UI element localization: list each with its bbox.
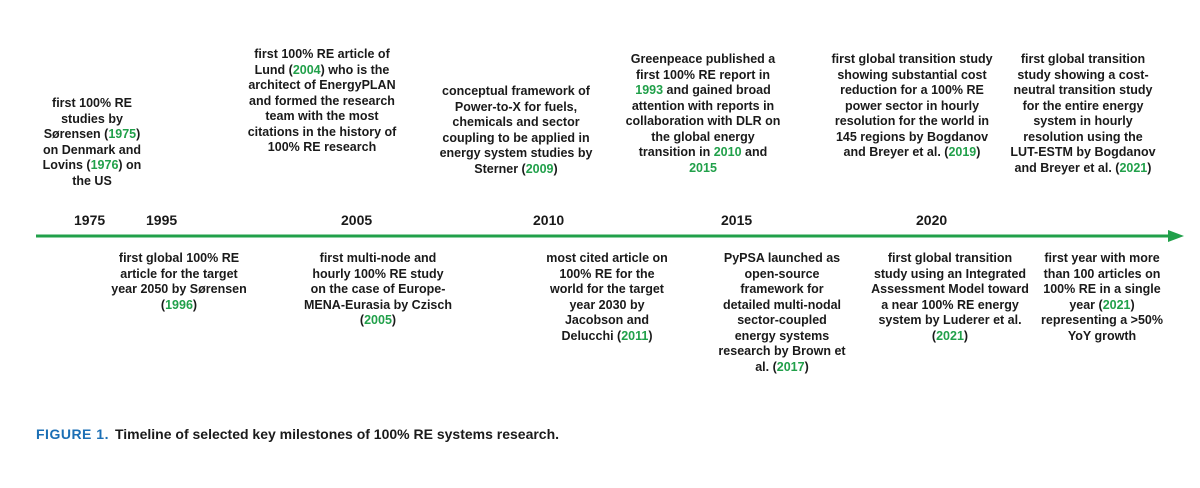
milestone-year-highlight: 1975 bbox=[108, 127, 137, 141]
milestone-top-bogdanov-2021 bbox=[1008, 52, 1158, 176]
milestone-text: ) who is the architect of EnergyPLAN and formed the research team with the most citations in the history of 100% RE research bbox=[247, 62, 397, 154]
milestone-text: PyPSA launched as open-source framework for detailed multi-nodal sector-coupled energy systems research by Brown et al. ( bbox=[718, 251, 846, 374]
figure-caption-label: FIGURE 1. bbox=[36, 426, 109, 442]
milestone-text: ) on the US bbox=[72, 158, 142, 188]
milestone-text: first 100% RE article of Lund ( bbox=[254, 47, 390, 77]
milestone-year-highlight: 1996 bbox=[165, 297, 193, 312]
milestone-year-highlight: 2011 bbox=[621, 328, 649, 343]
milestone-bottom-czisch-2005 bbox=[303, 251, 453, 329]
figure-caption-text: Timeline of selected key milestones of 100% RE systems research. bbox=[114, 426, 560, 442]
milestone-text: ) bbox=[1147, 160, 1152, 175]
milestone-bottom-jacobson-2011 bbox=[544, 251, 670, 344]
milestone-text: ) bbox=[192, 297, 198, 312]
milestone-year-highlight: 2004 bbox=[292, 62, 321, 77]
milestone-year-highlight: 2009 bbox=[525, 161, 554, 176]
milestone-text: ) bbox=[648, 328, 653, 343]
milestone-year-highlight: 2021 bbox=[1102, 297, 1131, 312]
milestone-year-highlight: 1993 bbox=[635, 83, 664, 97]
year-label-1995: 1995 bbox=[146, 212, 178, 228]
year-label-2020: 2020 bbox=[916, 212, 948, 228]
year-label-1975: 1975 bbox=[74, 212, 106, 228]
milestone-text: first year with more than 100 articles on 100% RE in a single year ( bbox=[1043, 251, 1161, 312]
year-label-2010: 2010 bbox=[533, 212, 565, 228]
milestone-bottom-luderer-2021 bbox=[870, 251, 1030, 344]
milestone-text: first global transition study showing substantial cost reduction for a 100% RE power sector in hourly resolution for the world in 145 regions by Bogdanov and Breyer et al. ( bbox=[831, 52, 993, 159]
milestone-text: conceptual framework of Power-to-X for fuels, chemicals and sector coupling to be applied in energy system studies by Sterner ( bbox=[439, 84, 593, 176]
figure-caption bbox=[36, 426, 559, 442]
timeline-arrowhead bbox=[1168, 230, 1184, 242]
milestone-year-highlight: 2021 bbox=[936, 328, 964, 343]
milestone-year-highlight: 2017 bbox=[776, 359, 805, 374]
milestone-year-highlight: 2019 bbox=[948, 145, 977, 159]
milestone-text: and gained broad attention with reports in collaboration with DLR on the global energy transition in bbox=[625, 83, 781, 159]
milestone-top-1975 bbox=[36, 96, 148, 189]
milestone-text: first 100% RE studies by Sørensen ( bbox=[43, 96, 132, 141]
milestone-year-highlight: 2010 bbox=[713, 145, 742, 159]
milestone-top-power-to-x bbox=[436, 84, 596, 177]
milestone-text: ) bbox=[963, 328, 969, 343]
year-label-2015: 2015 bbox=[721, 212, 753, 228]
milestone-text: first global transition study showing a cost-neutral transition study for the entire energy system in hourly resolution using the LUT-ESTM by Bogdanov and Breyer et al. ( bbox=[1010, 52, 1156, 175]
milestone-text: ) representing a >50% YoY growth bbox=[1041, 297, 1163, 343]
milestone-text: first multi-node and hourly 100% RE study on the case of Europe-MENA-Eurasia by Czisch ( bbox=[304, 251, 452, 327]
milestone-top-greenpeace bbox=[624, 52, 782, 176]
milestone-bottom-sorensen-1996 bbox=[106, 251, 252, 313]
milestone-year-highlight: 2021 bbox=[1119, 160, 1148, 175]
milestone-year-highlight: 2015 bbox=[689, 160, 717, 175]
milestone-text: ) on Denmark and Lovins ( bbox=[42, 127, 141, 172]
milestone-text: ) bbox=[391, 313, 397, 327]
milestone-top-bogdanov-2019 bbox=[828, 52, 996, 161]
milestone-text: first global transition study using an Integrated Assessment Model toward a near 100% RE energy system by Luderer et al. ( bbox=[871, 251, 1029, 343]
milestone-text: ) bbox=[804, 359, 809, 374]
year-label-2005: 2005 bbox=[341, 212, 373, 228]
milestone-text: ) bbox=[976, 145, 981, 159]
milestone-text: and bbox=[741, 145, 768, 159]
milestone-text: ) bbox=[553, 161, 558, 176]
milestone-top-lund-2004 bbox=[247, 47, 397, 156]
milestone-year-highlight: 1976 bbox=[90, 158, 119, 172]
milestone-year-highlight: 2005 bbox=[364, 313, 392, 327]
milestone-bottom-pypsa-2017 bbox=[718, 251, 846, 375]
milestone-text: Greenpeace published a first 100% RE report in bbox=[630, 52, 776, 82]
milestone-text: first global 100% RE article for the target year 2050 by Sørensen ( bbox=[111, 251, 247, 312]
milestone-text: most cited article on 100% RE for the world for the target year 2030 by Jacobson and Delucchi ( bbox=[546, 251, 668, 343]
milestone-bottom-articles-2021 bbox=[1036, 251, 1168, 344]
